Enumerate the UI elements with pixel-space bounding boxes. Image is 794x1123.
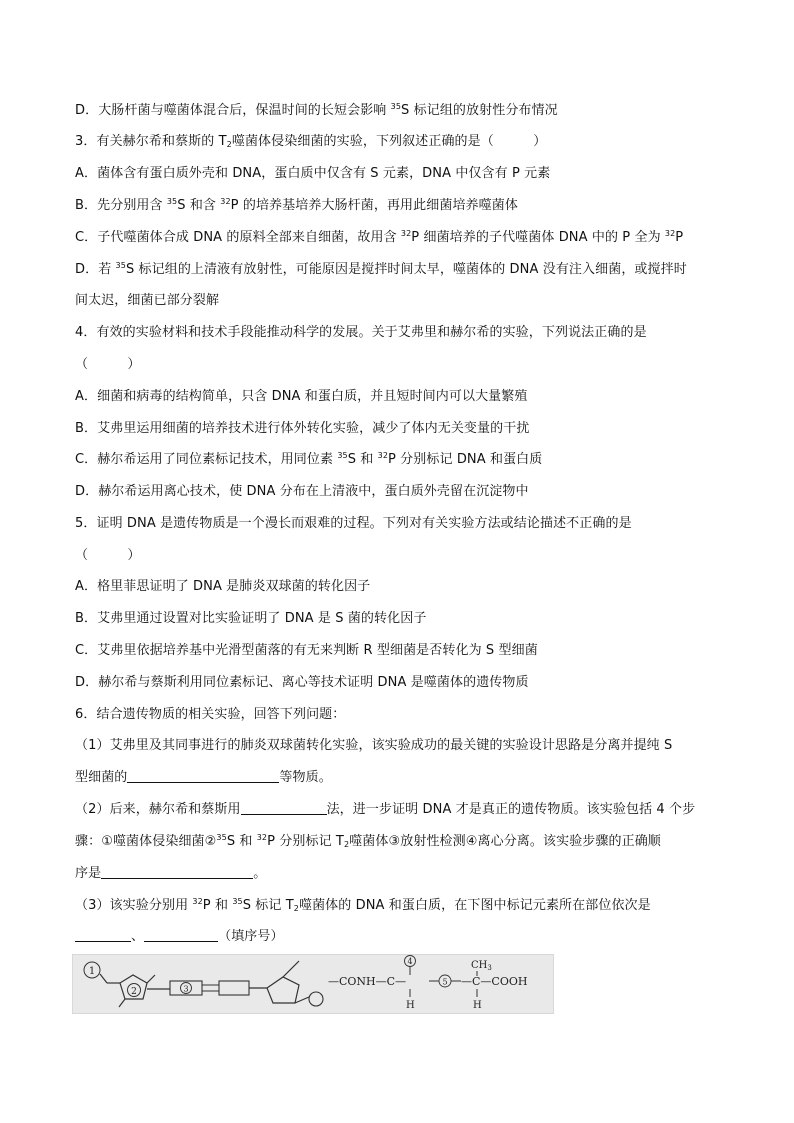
svg-text:5: 5 bbox=[442, 977, 448, 987]
q6-part1: （1）艾弗里及其同事进行的肺炎双球菌转化实验，该实验成功的最关键的实验设计思路是分离并提纯 S bbox=[75, 738, 673, 753]
q6-part3: （3）该实验分别用 $^{32}$P 和 $^{35}$S 标记 $T_2$噬菌体的 DNA 和蛋白质，在下图中标记元素所在部位依次是 bbox=[75, 897, 651, 913]
q3-option-a: A．菌体含有蛋白质外壳和 DNA，蛋白质中仅含有 S 元素，DNA 中仅含有 P 元素 bbox=[75, 166, 551, 181]
svg-text:2: 2 bbox=[131, 987, 137, 997]
svg-text:CH3: $CH_3$ bbox=[471, 960, 492, 972]
q6-part2-steps: 骤：①噬菌体侵染细菌②$^{35}$S 和 $^{32}$P 分别标记 $T_2$噬菌体③放射性检测④离心分离。该实验步骤的正确顺 bbox=[75, 833, 661, 849]
q4-option-d: D．赫尔希运用离心技术，使 DNA 分布在上清液中，蛋白质外壳留在沉淀物中 bbox=[75, 484, 529, 499]
q6-part1-cont: 型细菌的 等物质。 bbox=[75, 770, 332, 785]
molecule-figure bbox=[72, 954, 554, 1014]
label-1: 1 bbox=[88, 966, 96, 977]
svg-text:3: 3 bbox=[183, 984, 189, 994]
answer-blank-3[interactable] bbox=[101, 865, 253, 879]
q5-stem: 5．证明 DNA 是遗传物质是一个漫长而艰难的过程。下列对有关实验方法或结论描述不正确的是 bbox=[75, 516, 632, 531]
q3-option-b: B．先分别用含 $^{35}$S 和含 $^{32}$P 的培养基培养大肠杆菌，再用此细菌培养噬菌体 bbox=[75, 197, 518, 213]
base-circle bbox=[309, 992, 323, 1006]
phosphate-box bbox=[219, 981, 249, 995]
q4-option-b: B．艾弗里运用细菌的培养技术进行体外转化实验，减少了体内无关变量的干扰 bbox=[75, 421, 530, 436]
svg-text:H: H bbox=[473, 1000, 482, 1011]
answer-blank-1[interactable] bbox=[127, 769, 279, 783]
formula-right: —C—COOH bbox=[461, 975, 528, 988]
q6-stem: 6．结合遗传物质的相关实验，回答下列问题： bbox=[75, 707, 346, 722]
q3-stem: 3．有关赫尔希和蔡斯的 $T_2$噬菌体侵染细菌的实验，下列叙述正确的是（ ） bbox=[75, 134, 547, 149]
q4-stem: 4．有效的实验材料和技术手段能推动科学的发展。关于艾弗里和赫尔希的实验，下列说法正确的是 bbox=[75, 325, 647, 340]
q6-part2: （2）后来，赫尔希和蔡斯用 法，进一步证明 DNA 才是真正的遗传物质。该实验包括 4 个步 bbox=[75, 802, 696, 817]
q3-option-c: C．子代噬菌体合成 DNA 的原料全部来自细菌，故用含 $^{32}$P 细菌培养的子代噬菌体 DNA 中的 P 全为 $^{32}$P bbox=[75, 229, 684, 245]
q4-option-a: A．细菌和病毒的结构简单，只含 DNA 和蛋白质，并且短时间内可以大量繁殖 bbox=[75, 389, 528, 404]
q5-option-b: B．艾弗里通过设置对比实验证明了 DNA 是 S 菌的转化因子 bbox=[75, 611, 427, 626]
q5-option-a: A．格里菲思证明了 DNA 是肺炎双球菌的转化因子 bbox=[75, 579, 371, 594]
q5-option-d: D．赫尔希与蔡斯利用同位素标记、离心等技术证明 DNA 是噬菌体的遗传物质 bbox=[75, 675, 529, 690]
q4-answer-parens: （ ） bbox=[75, 357, 141, 372]
svg-text:H: H bbox=[406, 1000, 415, 1011]
formula-left: —CONH—C— bbox=[328, 975, 407, 988]
q3-option-d-cont: 间太迟，细菌已部分裂解 bbox=[75, 293, 220, 308]
q5-option-c: C．艾弗里依据培养基中光滑型菌落的有无来判断 R 型细菌是否转化为 S 型细菌 bbox=[75, 643, 538, 658]
sugar-ring-right bbox=[267, 977, 299, 1003]
q3-option-d: D．若 $^{35}$S 标记组的上清液有放射性，可能原因是搅拌时间太早，噬菌体的 DNA 没有注入细菌，或搅拌时 bbox=[75, 261, 687, 277]
answer-blank-2[interactable] bbox=[241, 801, 327, 815]
answer-blank-4[interactable] bbox=[75, 928, 131, 942]
svg-text:4: 4 bbox=[407, 957, 413, 966]
nucleotide-and-peptide-diagram bbox=[73, 955, 553, 1013]
answer-blank-5[interactable] bbox=[144, 928, 218, 942]
q5-answer-parens: （ ） bbox=[75, 548, 141, 563]
q6-part2-cont: 序是 。 bbox=[75, 866, 267, 881]
q6-part3-cont: 、 （填序号） bbox=[75, 928, 284, 946]
q4-option-c: C．赫尔希运用了同位素标记技术，用同位素 $^{35}$S 和 $^{32}$P 分别标记 DNA 和蛋白质 bbox=[75, 451, 543, 467]
q2-option-d: D．大肠杆菌与噬菌体混合后，保温时间的长短会影响 $^{35}$S 标记组的放射性分布情况 bbox=[75, 102, 558, 118]
